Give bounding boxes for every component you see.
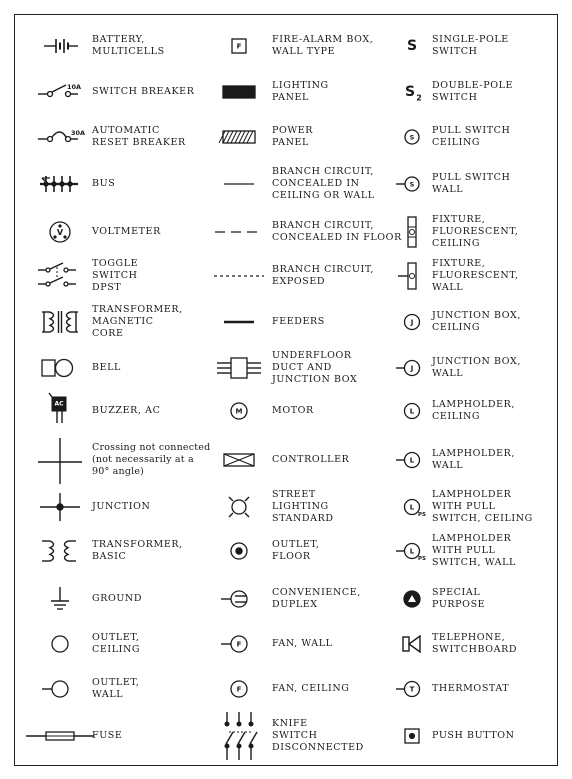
symbol-label-line: OUTLET, xyxy=(92,632,140,643)
symbol-label-line: CEILING xyxy=(432,137,481,148)
svg-text:M: M xyxy=(235,407,243,416)
symbol-label-line: CEILING OR WALL xyxy=(272,190,375,201)
fan-wall-icon xyxy=(208,619,270,669)
symbol-label-line: PULL SWITCH xyxy=(432,172,511,183)
junction-box-ceiling-icon xyxy=(392,297,432,347)
symbol-label-line: VOLTMETER xyxy=(92,226,161,237)
symbol-label-line: WITH PULL xyxy=(432,545,496,556)
symbol-label-line: MULTICELLS xyxy=(92,46,165,57)
symbol-label-line: LAMPHOLDER, xyxy=(432,399,515,410)
symbol-label xyxy=(92,86,194,98)
symbol-label xyxy=(92,442,210,478)
lampholder-pull-switch-ceiling-icon xyxy=(392,482,432,532)
symbol-label-line: CEILING xyxy=(432,322,481,333)
symbol-label xyxy=(92,258,138,294)
symbol-label-line: DOUBLE-POLE xyxy=(432,80,514,91)
symbol-label-line: MOTOR xyxy=(272,405,314,416)
symbol-label xyxy=(432,399,515,423)
symbol-label-line: PANEL xyxy=(272,92,309,103)
symbol-label xyxy=(272,638,333,650)
symbol-label xyxy=(92,226,161,238)
knife-switch-disconnected-icon xyxy=(208,711,270,761)
symbol-label xyxy=(432,80,513,104)
symbol-label xyxy=(272,683,350,695)
symbol-label-line: CONVENIENCE, xyxy=(272,587,361,598)
symbol-label-line: BUZZER, AC xyxy=(92,405,161,416)
symbol-label-line: WALL xyxy=(432,282,464,293)
symbol-label xyxy=(272,80,329,104)
symbol-label-line: BELL xyxy=(92,362,121,373)
symbol-label-line: SWITCH xyxy=(432,92,478,103)
symbol-label-line: OUTLET, xyxy=(272,539,320,550)
switch-breaker-icon xyxy=(28,67,92,117)
push-button-icon xyxy=(392,711,432,761)
ground-icon xyxy=(28,574,92,624)
symbol-label-line: TRANSFORMER, xyxy=(92,304,183,315)
lampholder-ceiling-icon xyxy=(392,386,432,436)
lighting-panel-icon xyxy=(208,67,270,117)
svg-text:30A: 30A xyxy=(70,129,86,137)
symbol-label xyxy=(92,405,160,417)
symbol-label-line: CONCEALED IN xyxy=(272,178,360,189)
fixture-fluorescent-ceiling-icon xyxy=(392,207,432,257)
symbol-label-line: TELEPHONE, xyxy=(432,632,506,643)
symbol-label-line: PUSH BUTTON xyxy=(432,730,515,741)
voltmeter-icon xyxy=(28,207,92,257)
symbol-label-line: GROUND xyxy=(92,593,143,604)
feeders-icon xyxy=(208,297,270,347)
symbol-label xyxy=(432,632,517,656)
symbol-label-line: CORE xyxy=(92,328,124,339)
symbol-label xyxy=(432,683,509,695)
telephone-switchboard-icon xyxy=(392,619,432,669)
symbol-label-line: AUTOMATIC xyxy=(92,125,160,136)
branch-circuit-concealed-floor-icon xyxy=(208,207,270,257)
symbol-label-line: FEEDERS xyxy=(272,316,325,327)
symbol-label-line: PULL SWITCH xyxy=(432,125,511,136)
symbol-label xyxy=(92,178,115,190)
outlet-wall-icon xyxy=(28,664,92,714)
symbol-label xyxy=(272,587,361,611)
svg-text:S: S xyxy=(409,180,415,189)
symbol-label-line: POWER xyxy=(272,125,314,136)
symbol-label xyxy=(272,405,314,417)
symbol-label-line: BASIC xyxy=(92,551,127,562)
symbol-label xyxy=(92,362,121,374)
symbol-label xyxy=(432,448,515,472)
symbol-label-line: BRANCH CIRCUIT, xyxy=(272,264,375,275)
svg-text:F: F xyxy=(236,685,242,694)
symbol-label-line: OUTLET, xyxy=(92,677,140,688)
symbol-label xyxy=(432,533,516,569)
transformer-magnetic-core-icon xyxy=(28,297,92,347)
symbol-label-line: WALL xyxy=(432,460,464,471)
symbol-label-line: SPECIAL xyxy=(432,587,481,598)
symbol-label xyxy=(432,258,518,294)
svg-text:PS: PS xyxy=(418,556,426,562)
symbol-label-line: CONTROLLER xyxy=(272,454,350,465)
symbol-label xyxy=(432,172,510,196)
symbol-label-line: FLOOR xyxy=(272,551,311,562)
symbol-label-line: SWITCH BREAKER xyxy=(92,86,195,97)
symbol-label-line: CEILING xyxy=(92,644,141,655)
symbol-label-line: SINGLE-POLE xyxy=(432,34,509,45)
lampholder-pull-switch-wall-icon xyxy=(392,526,432,576)
street-lighting-standard-icon xyxy=(208,482,270,532)
svg-text:L: L xyxy=(409,547,415,556)
symbol-label xyxy=(92,632,140,656)
transformer-basic-icon xyxy=(28,526,92,576)
symbol-label-line: DISCONNECTED xyxy=(272,742,364,753)
rating-tag: 10A xyxy=(66,83,82,91)
symbol-label-line: DUPLEX xyxy=(272,599,318,610)
svg-text:PS: PS xyxy=(418,512,426,518)
symbol-label-line: CEILING xyxy=(432,411,481,422)
fan-ceiling-icon xyxy=(208,664,270,714)
symbol-label-line: (not necessarily at a xyxy=(92,454,194,465)
svg-text:V: V xyxy=(56,228,64,237)
symbol-label-line: SWITCHBOARD xyxy=(432,644,518,655)
symbol-label-line: EXPOSED xyxy=(272,276,326,287)
symbol-label xyxy=(272,454,349,466)
symbol-label-line: PANEL xyxy=(272,137,309,148)
symbol-label-line: THERMOSTAT xyxy=(432,683,510,694)
fuse-icon xyxy=(28,711,92,761)
symbol-label-line: WALL TYPE xyxy=(272,46,336,57)
convenience-duplex-icon xyxy=(208,574,270,624)
automatic-reset-breaker-icon xyxy=(28,112,92,162)
symbol-label-line: CEILING xyxy=(432,238,481,249)
symbol-label xyxy=(92,304,183,340)
controller-icon xyxy=(208,435,270,485)
symbol-label-line: JUNCTION BOX, xyxy=(432,356,521,367)
symbol-label-line: DUCT AND xyxy=(272,362,332,373)
toggle-switch-dpst-icon xyxy=(28,251,92,301)
symbol-label-line: FIXTURE, xyxy=(432,258,486,269)
bus-icon xyxy=(28,159,92,209)
symbol-label xyxy=(272,34,373,58)
symbol-label xyxy=(92,730,122,742)
svg-text:T: T xyxy=(409,685,415,694)
symbol-label xyxy=(432,356,521,380)
symbol-label xyxy=(432,730,515,742)
svg-text:L: L xyxy=(409,503,415,512)
symbol-label-line: FUSE xyxy=(92,730,123,741)
symbol-label-line: TOGGLE xyxy=(92,258,139,269)
symbol-label-line: PURPOSE xyxy=(432,599,486,610)
symbol-label-line: DPST xyxy=(92,282,122,293)
symbol-label-line: STREET xyxy=(272,489,316,500)
symbol-label-line: SWITCH xyxy=(432,46,478,57)
symbol-label-line: STANDARD xyxy=(272,513,334,524)
symbol-label xyxy=(432,125,510,149)
special-purpose-icon xyxy=(392,574,432,624)
symbol-label-line: CONCEALED IN FLOOR xyxy=(272,232,402,243)
battery-multicell-icon xyxy=(28,21,92,71)
symbol-label-line: BATTERY, xyxy=(92,34,145,45)
symbol-label xyxy=(272,264,374,288)
svg-text:J: J xyxy=(410,318,414,327)
symbol-label-line: LAMPHOLDER, xyxy=(432,448,515,459)
symbol-label xyxy=(272,316,325,328)
symbol-label-line: LIGHTING xyxy=(272,501,329,512)
symbol-label xyxy=(272,539,320,563)
symbol-label xyxy=(272,166,375,202)
symbol-label xyxy=(432,489,533,525)
symbol-label xyxy=(432,310,521,334)
symbol-label-line: KNIFE xyxy=(272,718,308,729)
symbol-label-line: UNDERFLOOR xyxy=(272,350,352,361)
symbol-label xyxy=(432,34,509,58)
symbol-label-line: WALL xyxy=(432,184,464,195)
symbol-label-line: Crossing not connected xyxy=(92,442,211,453)
symbol-label xyxy=(92,539,183,563)
svg-text:J: J xyxy=(410,364,414,373)
symbol-label-line: FAN, WALL xyxy=(272,638,333,649)
symbol-label xyxy=(432,587,485,611)
svg-text:S: S xyxy=(404,84,416,100)
symbol-label-line: SWITCH xyxy=(272,730,318,741)
symbol-label-line: BRANCH CIRCUIT, xyxy=(272,220,375,231)
symbol-label-line: LIGHTING xyxy=(272,80,329,91)
symbol-label-line: LAMPHOLDER xyxy=(432,489,512,500)
symbol-label-line: RESET BREAKER xyxy=(92,137,186,148)
outlet-floor-icon xyxy=(208,526,270,576)
symbol-label xyxy=(92,34,165,58)
svg-text:L: L xyxy=(409,407,415,416)
symbol-label-line: WALL xyxy=(432,368,464,379)
symbol-label-line: 90° angle) xyxy=(92,466,145,477)
pull-switch-ceiling-icon xyxy=(392,112,432,162)
symbol-label xyxy=(92,593,142,605)
outlet-ceiling-icon xyxy=(28,619,92,669)
symbol-label xyxy=(92,125,186,149)
symbol-label-line: FLUORESCENT, xyxy=(432,226,519,237)
symbol-label xyxy=(272,125,313,149)
symbol-label-line: MAGNETIC xyxy=(92,316,154,327)
symbol-label-line: FIXTURE, xyxy=(432,214,486,225)
symbol-label xyxy=(92,501,150,513)
svg-text:S: S xyxy=(409,133,415,142)
symbol-label-line: WALL xyxy=(92,689,124,700)
power-panel-icon xyxy=(208,112,270,162)
fixture-fluorescent-wall-icon xyxy=(392,251,432,301)
branch-circuit-concealed-ceiling-icon xyxy=(208,159,270,209)
symbol-label-line: FLUORESCENT, xyxy=(432,270,519,281)
symbol-label xyxy=(272,489,334,525)
lampholder-wall-icon xyxy=(392,435,432,485)
symbol-label xyxy=(432,214,518,250)
svg-text:S: S xyxy=(406,38,418,54)
junction-icon xyxy=(28,482,92,532)
symbol-label-line: SWITCH, CEILING xyxy=(432,513,533,524)
thermostat-icon xyxy=(392,664,432,714)
svg-text:F: F xyxy=(236,640,242,649)
buzzer-ac-icon xyxy=(28,386,92,436)
symbol-label-line: TRANSFORMER, xyxy=(92,539,183,550)
symbol-label xyxy=(272,220,402,244)
symbol-label-line: JUNCTION BOX, xyxy=(432,310,521,321)
branch-circuit-exposed-icon xyxy=(208,251,270,301)
symbol-label-line: JUNCTION xyxy=(92,501,151,512)
symbol-label-line: WITH PULL xyxy=(432,501,496,512)
symbol-label-line: JUNCTION BOX xyxy=(272,374,358,385)
symbol-label-line: FAN, CEILING xyxy=(272,683,350,694)
double-pole-switch-icon xyxy=(392,67,432,117)
symbol-label-line: SWITCH, WALL xyxy=(432,557,516,568)
svg-text:L: L xyxy=(409,456,415,465)
symbol-label-line: BUS xyxy=(92,178,116,189)
pull-switch-wall-icon xyxy=(392,159,432,209)
symbol-label xyxy=(92,677,140,701)
single-pole-switch-icon xyxy=(392,21,432,71)
symbol-label xyxy=(272,350,357,386)
svg-text:2: 2 xyxy=(416,93,422,103)
svg-text:F: F xyxy=(236,42,242,51)
motor-icon xyxy=(208,386,270,436)
symbol-label xyxy=(272,718,364,754)
symbol-label-line: BRANCH CIRCUIT, xyxy=(272,166,375,177)
fire-alarm-box-icon xyxy=(208,21,270,71)
symbol-label-line: FIRE-ALARM BOX, xyxy=(272,34,374,45)
symbol-label-line: LAMPHOLDER xyxy=(432,533,512,544)
symbol-label-line: SWITCH xyxy=(92,270,138,281)
svg-text:AC: AC xyxy=(54,400,64,408)
crossing-not-connected-icon xyxy=(28,435,92,485)
